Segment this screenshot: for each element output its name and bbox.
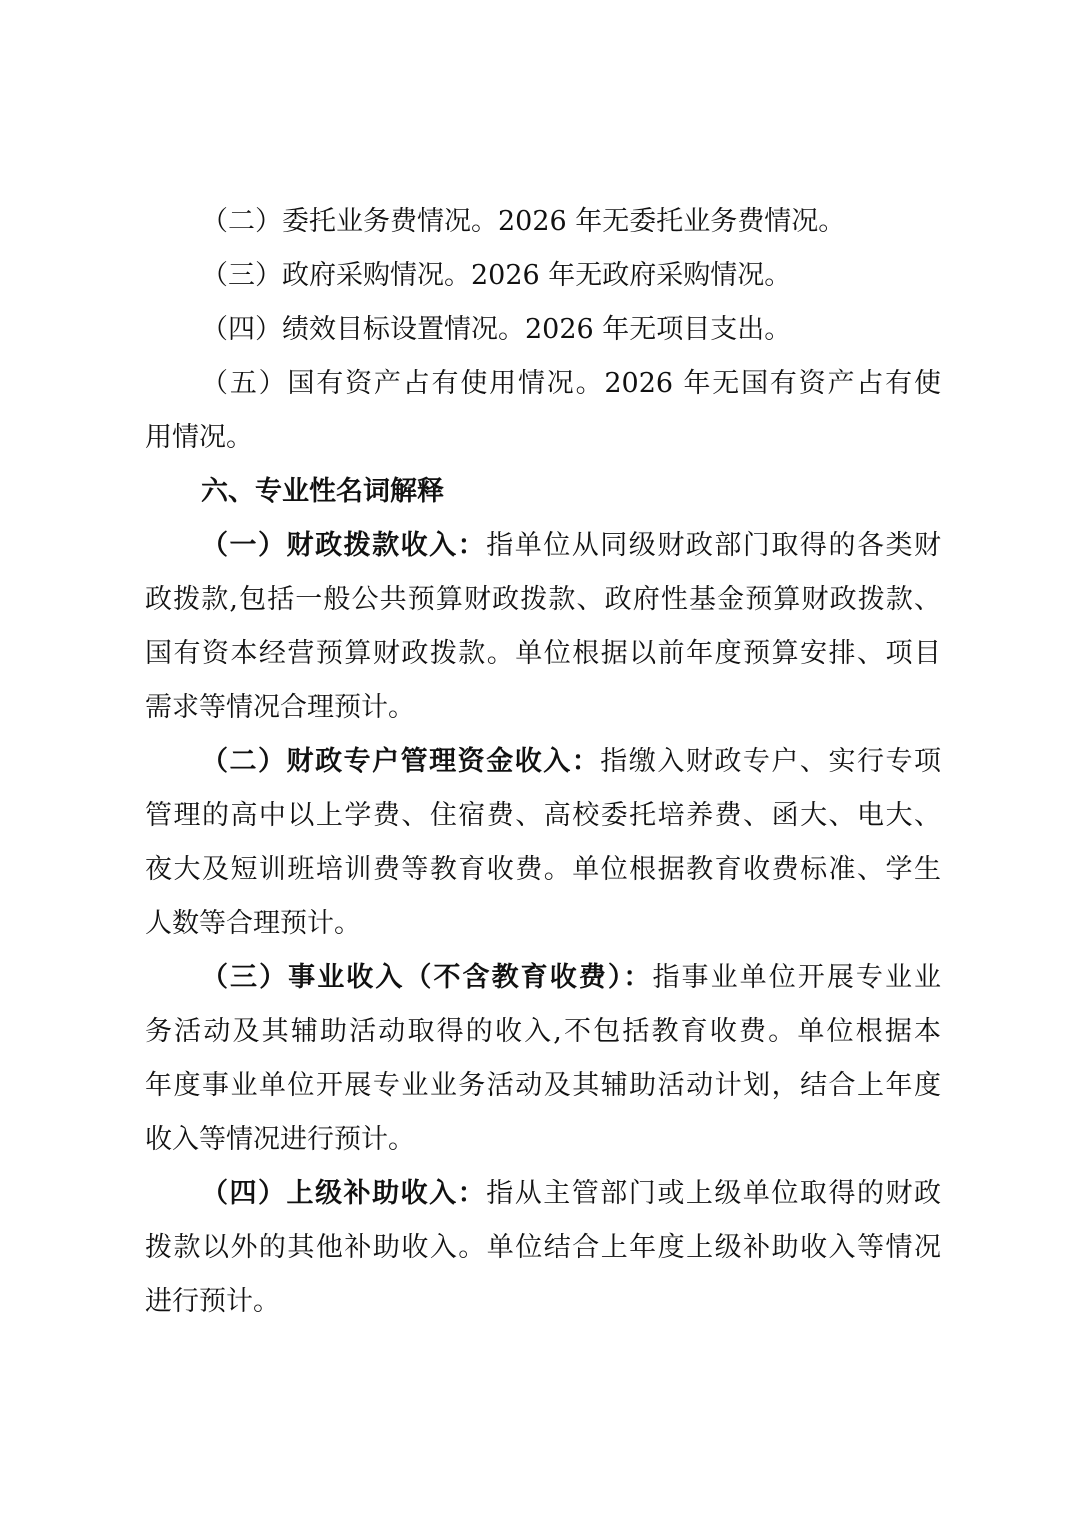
definition-text-line: 国有资本经营预算财政拨款。单位根据以前年度预算安排、项目 [145,638,941,669]
definition-text-line: 务活动及其辅助活动取得的收入,不包括教育收费。单位根据本 [145,1016,941,1047]
definition-text-line: 拨款以外的其他补助收入。单位结合上年度上级补助收入等情况 [145,1232,941,1263]
paragraph-state-assets-cont: 用情况。 [145,422,253,453]
definition-text-line: 夜大及短训班培训费等教育收费。单位根据教育收费标准、学生 [145,854,941,885]
definition-text: 指缴入财政专户、实行专项 [600,746,942,777]
paragraph-entrusted-business-fees: （二）委托业务费情况。2026 年无委托业务费情况。 [201,206,846,237]
definition-text-line: 收入等情况进行预计。 [145,1124,415,1155]
paragraph-government-procurement: （三）政府采购情况。2026 年无政府采购情况。 [201,260,792,291]
definition-term: （四）上级补助收入： [201,1178,487,1209]
definition-fiscal-appropriation [145,519,941,573]
definition-text-line: 管理的高中以上学费、住宿费、高校委托培养费、函大、电大、 [145,800,941,831]
definition-superior-subsidy [145,1167,941,1221]
paragraph-state-assets: （五）国有资产占有使用情况。2026 年无国有资产占有使 [201,368,941,399]
definition-term: （一）财政拨款收入： [201,530,487,561]
definition-text-line: 需求等情况合理预计。 [145,692,415,723]
definition-text: 指事业单位开展专业业 [652,962,942,993]
definition-text-line: 人数等合理预计。 [145,908,361,939]
definition-text: 指单位从同级财政部门取得的各类财 [486,530,942,561]
definition-text: 指从主管部门或上级单位取得的财政 [486,1178,942,1209]
definition-text-line: 年度事业单位开展专业业务活动及其辅助活动计划，结合上年度 [145,1070,941,1101]
definition-special-account-funds [145,735,941,789]
section-heading: 六、专业性名词解释 [201,476,444,507]
document-page [145,195,941,1329]
definition-text-line: 政拨款,包括一般公共预算财政拨款、政府性基金预算财政拨款、 [145,584,941,615]
definition-business-income [145,951,941,1005]
definition-text-line: 进行预计。 [145,1286,280,1317]
definition-term: （三）事业收入（不含教育收费）： [201,962,653,993]
paragraph-performance-targets: （四）绩效目标设置情况。2026 年无项目支出。 [201,314,792,345]
definition-term: （二）财政专户管理资金收入： [201,746,601,777]
